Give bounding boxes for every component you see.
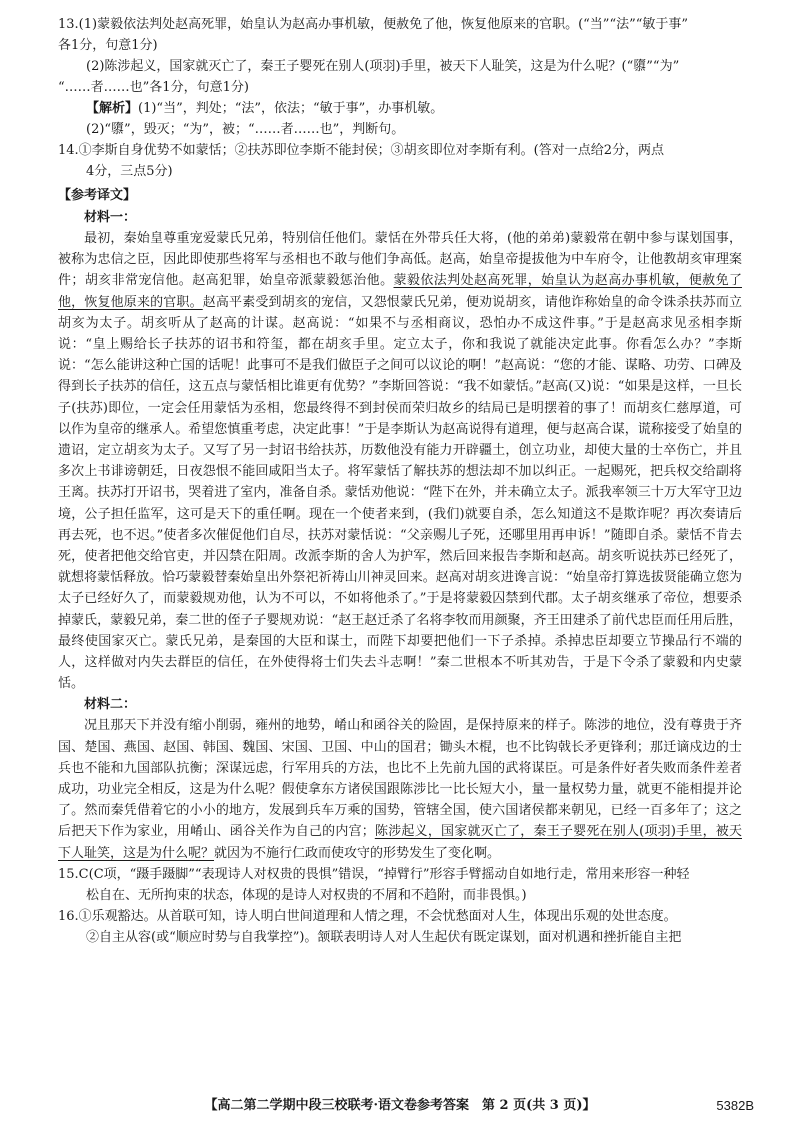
material-1-underlined: 蒙毅依法判处赵高死罪，始皇认为赵高办事机敏，便赦免了他，恢复他原来的官职。 [58, 273, 742, 310]
material-1-title: 材料一： [84, 210, 137, 225]
analysis-1: (1)“当”，判处；“法”，依法；“敏于事”，办事机敏。 [138, 101, 444, 116]
footer-title: 【高二第二学期中段三校联考·语文卷参考答案 第 2 页(共 3 页)】 [204, 1098, 596, 1113]
material-1-part-b: 赵高平素受到胡亥的宠信，又怨恨蒙氏兄弟，便劝说胡亥，请他诈称始皇的命令诛杀扶苏而立胡亥为太子。胡亥听从了赵高的计谋。赵高说：“如果不与丞相商议，恐怕办不成这件事。”于是赵高求见丞相李斯说：“皇上赐给长子扶苏的诏书和符玺，都在胡亥手里。定立太子，你和我说了就能决定此事。你看怎么办？”李斯说：“怎么能讲这种亡国的话呢！此事可不是我们做臣子之间可以议论的啊！”赵高说：“您的才能、谋略、功劳、口碑及得到长子扶苏的信任，这五点与蒙恬相比谁更有优势？”李斯回答说：“我不如蒙恬。”赵高(又)说：“如果是这样，一旦长子(扶苏)即位，一定会任用蒙恬为丞相，您最终得不到封侯而荣归故乡的结局已是明摆着的事了！而胡亥仁慈厚道，可以作为皇帝的继承人。希望您慎重考虑，决定此事！”于是李斯认为赵高说得有道理，便与赵高合谋，谎称接受了始皇的遗诏，定立胡亥为太子。又写了另一封诏书给扶苏，历数他没有能力开辟疆土，创立功业，却使大量的士卒伤亡，并且多次上书诽谤朝廷，日夜怨恨不能回咸阳当太子。将军蒙恬了解扶苏的想法却不加以纠正。一起赐死，把兵权交给副将王离。扶苏打开诏书，哭着进了室内，准备自杀。蒙恬劝他说：“陛下在外，并未确立太子。派我率领三十万大军守卫边境，公子担任监军，这可是天下的重任啊。现在一个使者来到，(我们)就要自杀，怎么知道这不是欺诈呢？再次奏请后再去死，也不迟。”使者多次催促他们自尽，扶苏对蒙恬说：“父亲赐儿子死，还哪里用再申诉！”随即自杀。蒙恬不肯去死，使者把他交给官吏，并囚禁在阳周。改派李斯的舍人为护军，然后回来报告李斯和赵高。胡亥听说扶苏已经死了，就想将蒙恬释放。恰巧蒙毅替秦始皇出外祭祀祈祷山川神灵回来。赵高对胡亥进谗言说：“始皇帝打算选拔贤能确立您为太子已经好久了，而蒙毅规劝他，认为不可以，不如将他杀了。”于是将蒙毅囚禁到代郡。太子胡亥继承了帝位，想要杀掉蒙氏，蒙毅兄弟，秦二世的侄子子婴规劝说：“赵王赵迁杀了名将李牧而用颜聚，齐王田建杀了前代忠臣而任用后胜，最终使国家灭亡。蒙氏兄弟，是秦国的大臣和谋士，而陛下却要把他们一下子杀掉。杀掉忠臣却要立节操品行不端的人，这样做对内失去群臣的信任，在外使得将士们失去斗志啊！”秦二世根本不听其劝告，于是下令杀了蒙毅和内史蒙恬。 [58, 294, 742, 692]
q16-answer-1: 16.①乐观豁达。从首联可知，诗人明白世间道理和人情之理，不会忧愁面对人生，体现出乐观的处世态度。 [58, 908, 677, 924]
material-2-part-b: 就因为不施行仁政而使攻守的形势发生了变化啊。 [214, 845, 501, 861]
analysis-2: (2)“隳”，毁灭；“为”，被；“……者……也”，判断句。 [86, 122, 405, 137]
translation-label: 【参考译文】 [58, 188, 137, 203]
q13-answer-1: 13.(1)蒙毅依法判处赵高死罪，始皇认为赵高办事机敏，便赦免了他，恢复他原来的官职。(“当”“法”“敏于事” [58, 17, 689, 32]
q13-answer-2: (2)陈涉起义，国家就灭亡了，秦王子婴死在别人(项羽)手里，被天下人耻笑，这是为什么呢？(“隳”“为” [86, 59, 680, 74]
material-2-text [58, 715, 742, 863]
q14-answer: 14.①李斯自身优势不如蒙恬；②扶苏即位李斯不能封侯；③胡亥即位对李斯有利。(答对一点给2分，两点 [58, 143, 665, 158]
q15-answer-cont: 松自在、无所拘束的状态，体现的是诗人对权贵的不屑和不趋附，而非畏惧。) [86, 887, 527, 903]
analysis-label: 【解析】 [86, 101, 139, 116]
material-1-part-a: 最初，秦始皇尊重宠爱蒙氏兄弟，特别信任他们。蒙恬在外带兵任大将，(他的弟弟)蒙毅常在朝中参与谋划国事，被称为忠信之臣，因此即使那些将军与丞相也不敢与他们争高低。赵高，始皇帝提拔他为中车府令，让他教胡亥审理案件；胡亥非常宠信他。赵高犯罪，始皇帝派蒙毅惩治他。 [58, 231, 742, 289]
q13-answer-2-scoring: “……者……也”各1分，句意1分) [58, 80, 249, 95]
q14-scoring: 4分，三点5分) [86, 164, 173, 179]
q13-answer-1-scoring: 各1分，句意1分) [58, 38, 158, 53]
q15-answer: 15.C(C项，“蹑手蹑脚”“表现诗人对权贵的畏惧”错误，“掉臂行”形容手臂摇动自如地行走，常用来形容一种轻 [58, 866, 690, 882]
material-1-text [58, 228, 742, 694]
q16-answer-2: ②自主从容(或“顺应时势与自我掌控”)。颔联表明诗人对人生起伏有既定谋划，面对机遇和挫折能自主把 [86, 929, 682, 945]
material-2-underlined: 陈涉起义，国家就灭亡了，秦王子婴死在别人(项羽)手里，被天下人耻笑，这是为什么呢？ [58, 824, 742, 861]
q13-analysis [58, 98, 742, 119]
material-2-title: 材料二： [84, 697, 137, 713]
material-2-part-a: 况且那天下并没有缩小削弱，雍州的地势，崤山和函谷关的险固，是保持原来的样子。陈涉的地位，没有尊贵于齐国、楚国、燕国、赵国、韩国、魏国、宋国、卫国、中山的国君；锄头木棍，也不比钩戟长矛更锋利；那迁谪戍边的士兵也不能和九国部队抗衡；深谋远虑，行军用兵的方法，也比不上先前九国的武将谋臣。可是条件好者失败而条件差者成功，功业完全相反，这是为什么呢？假使拿东方诸侯国跟陈涉比一比长短大小，量一量权势力量，就更不能相提并论了。然而秦凭借着它的小小的地方，发展到兵车万乘的国势，管辖全国，使六国诸侯都来朝见，已经一百多年了；这之后把天下作为家业，用崤山、函谷关作为自己的内宫； [58, 718, 742, 840]
page-footer [0, 1097, 800, 1115]
footer-code: 5382B [716, 1098, 754, 1113]
